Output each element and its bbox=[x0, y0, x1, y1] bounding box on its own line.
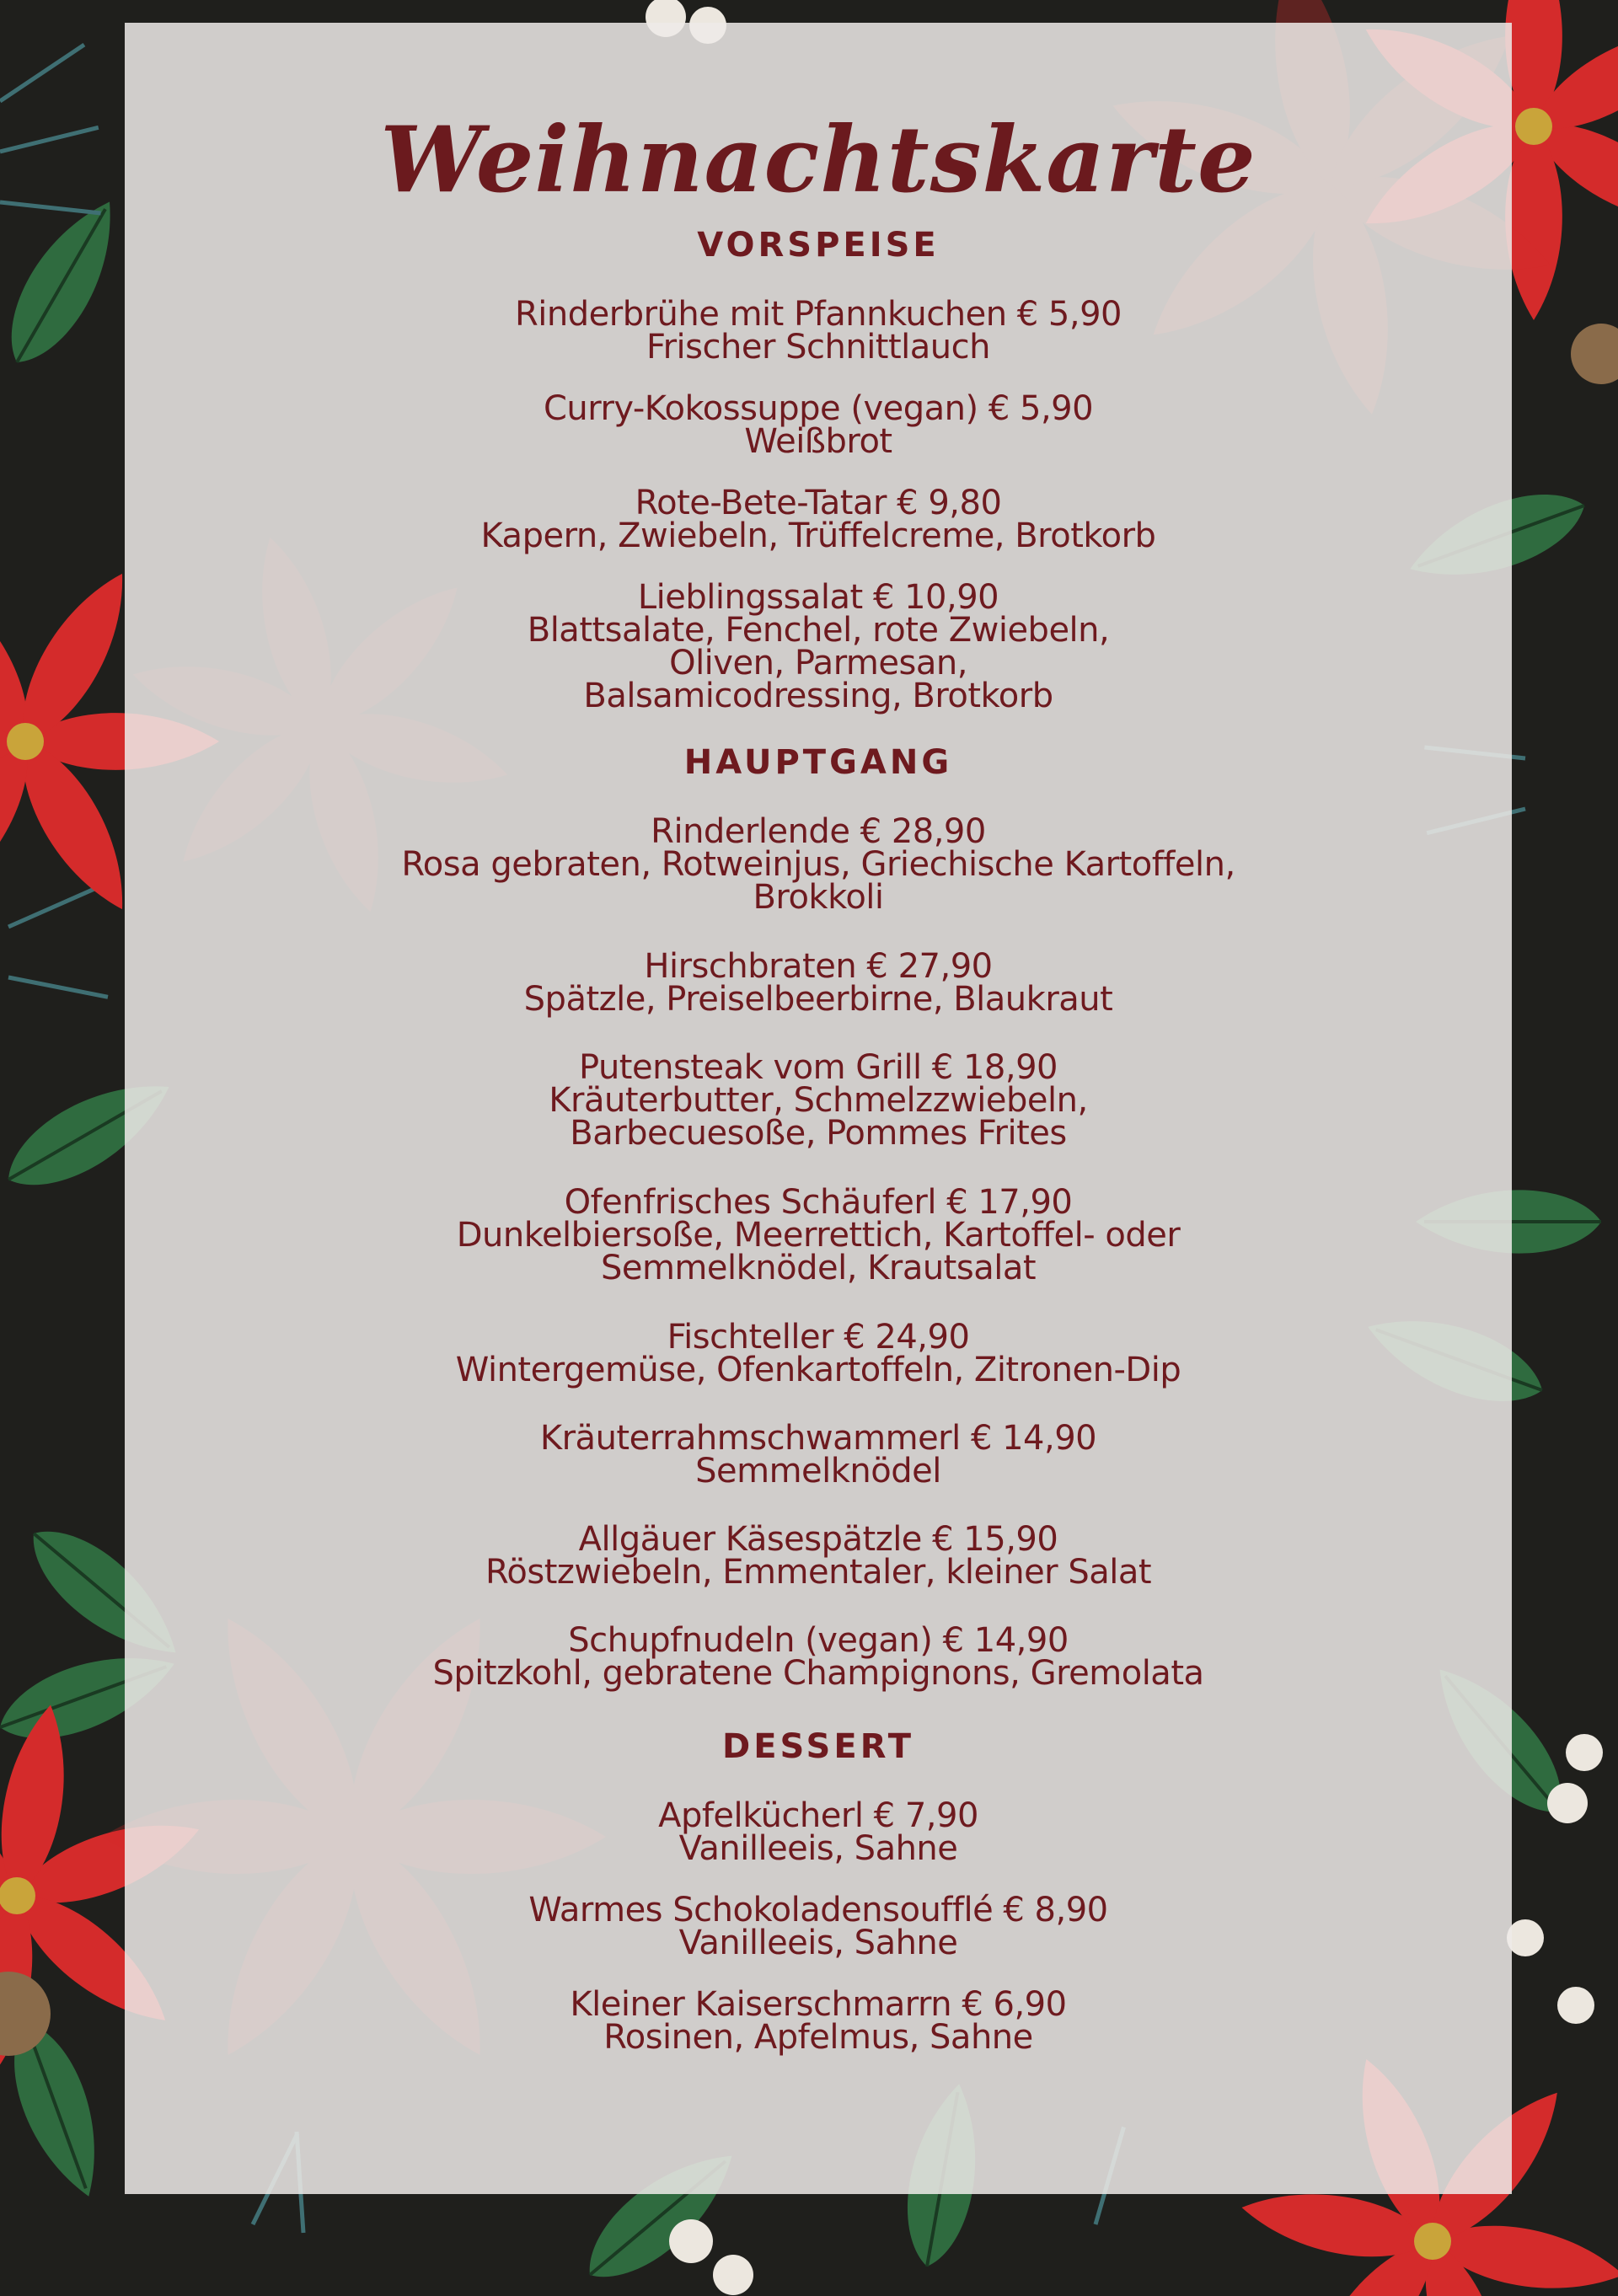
item-description: Röstzwiebeln, Emmentaler, kleiner Salat bbox=[485, 1553, 1152, 1592]
item-description: Rosa gebraten, Rotweinjus, Griechische Kartoffeln, bbox=[401, 845, 1235, 884]
item-description: Brokkoli bbox=[753, 878, 884, 917]
item-name-price: Lieblingssalat € 10,90 bbox=[637, 578, 999, 617]
item-name-price: Rote-Bete-Tatar € 9,80 bbox=[635, 484, 1002, 522]
menu-item bbox=[125, 484, 1512, 555]
item-description: Balsamicodressing, Brotkorb bbox=[583, 677, 1053, 715]
item-name-price: Putensteak vom Grill € 18,90 bbox=[579, 1048, 1058, 1087]
item-description: Barbecuesoße, Pommes Frites bbox=[570, 1114, 1067, 1153]
item-description: Vanilleeis, Sahne bbox=[678, 1829, 958, 1868]
menu-title: Weihnachtskarte bbox=[380, 107, 1256, 213]
menu-item bbox=[125, 389, 1512, 461]
menu-item bbox=[125, 812, 1512, 917]
item-name-price: Ofenfrisches Schäuferl € 17,90 bbox=[564, 1183, 1073, 1222]
item-description: Vanilleeis, Sahne bbox=[678, 1924, 958, 1962]
item-description: Oliven, Parmesan, bbox=[669, 644, 967, 682]
menu-item bbox=[125, 1985, 1512, 2057]
menu-item bbox=[125, 295, 1512, 367]
section-heading-dessert: DESSERT bbox=[722, 1727, 914, 1766]
item-name-price: Allgäuer Käsespätzle € 15,90 bbox=[578, 1520, 1058, 1559]
menu-item bbox=[125, 1796, 1512, 1868]
item-name-price: Hirschbraten € 27,90 bbox=[644, 947, 993, 986]
menu-item bbox=[125, 1891, 1512, 1962]
item-description: Dunkelbiersoße, Meerrettich, Kartoffel- oder bbox=[456, 1216, 1181, 1255]
item-description: Spätzle, Preiselbeerbirne, Blaukraut bbox=[523, 980, 1113, 1019]
item-name-price: Curry-Kokossuppe (vegan) € 5,90 bbox=[543, 389, 1094, 428]
item-description: Frischer Schnittlauch bbox=[646, 328, 990, 367]
item-description: Semmelknödel bbox=[695, 1452, 941, 1491]
item-description: Weißbrot bbox=[744, 422, 892, 461]
item-name-price: Rinderbrühe mit Pfannkuchen € 5,90 bbox=[515, 295, 1122, 334]
item-name-price: Warmes Schokoladensoufflé € 8,90 bbox=[528, 1891, 1108, 1929]
item-description: Kräuterbutter, Schmelzzwiebeln, bbox=[549, 1081, 1088, 1120]
item-description: Rosinen, Apfelmus, Sahne bbox=[603, 2018, 1033, 2057]
item-name-price: Rinderlende € 28,90 bbox=[651, 812, 986, 851]
menu-item bbox=[125, 1520, 1512, 1592]
menu-item bbox=[125, 1621, 1512, 1693]
menu-item bbox=[125, 947, 1512, 1019]
menu-item bbox=[125, 1318, 1512, 1389]
item-description: Spitzkohl, gebratene Champignons, Gremolata bbox=[432, 1654, 1204, 1693]
item-name-price: Apfelkücherl € 7,90 bbox=[658, 1796, 978, 1835]
item-name-price: Schupfnudeln (vegan) € 14,90 bbox=[568, 1621, 1069, 1660]
menu-item bbox=[125, 1048, 1512, 1153]
item-description: Semmelknödel, Krautsalat bbox=[600, 1249, 1037, 1287]
section-heading-hauptgang: HAUPTGANG bbox=[683, 743, 953, 782]
item-name-price: Kräuterrahmschwammerl € 14,90 bbox=[539, 1419, 1097, 1458]
item-description: Kapern, Zwiebeln, Trüffelcreme, Brotkorb bbox=[480, 516, 1156, 555]
item-description: Blattsalate, Fenchel, rote Zwiebeln, bbox=[527, 611, 1110, 650]
menu-item bbox=[125, 578, 1512, 715]
item-name-price: Kleiner Kaiserschmarrn € 6,90 bbox=[570, 1985, 1067, 2024]
menu-item bbox=[125, 1183, 1512, 1287]
section-heading-vorspeise: VORSPEISE bbox=[697, 226, 940, 265]
item-description: Wintergemüse, Ofenkartoffeln, Zitronen-Dip bbox=[455, 1351, 1181, 1389]
menu-item bbox=[125, 1419, 1512, 1491]
item-name-price: Fischteller € 24,90 bbox=[667, 1318, 970, 1357]
